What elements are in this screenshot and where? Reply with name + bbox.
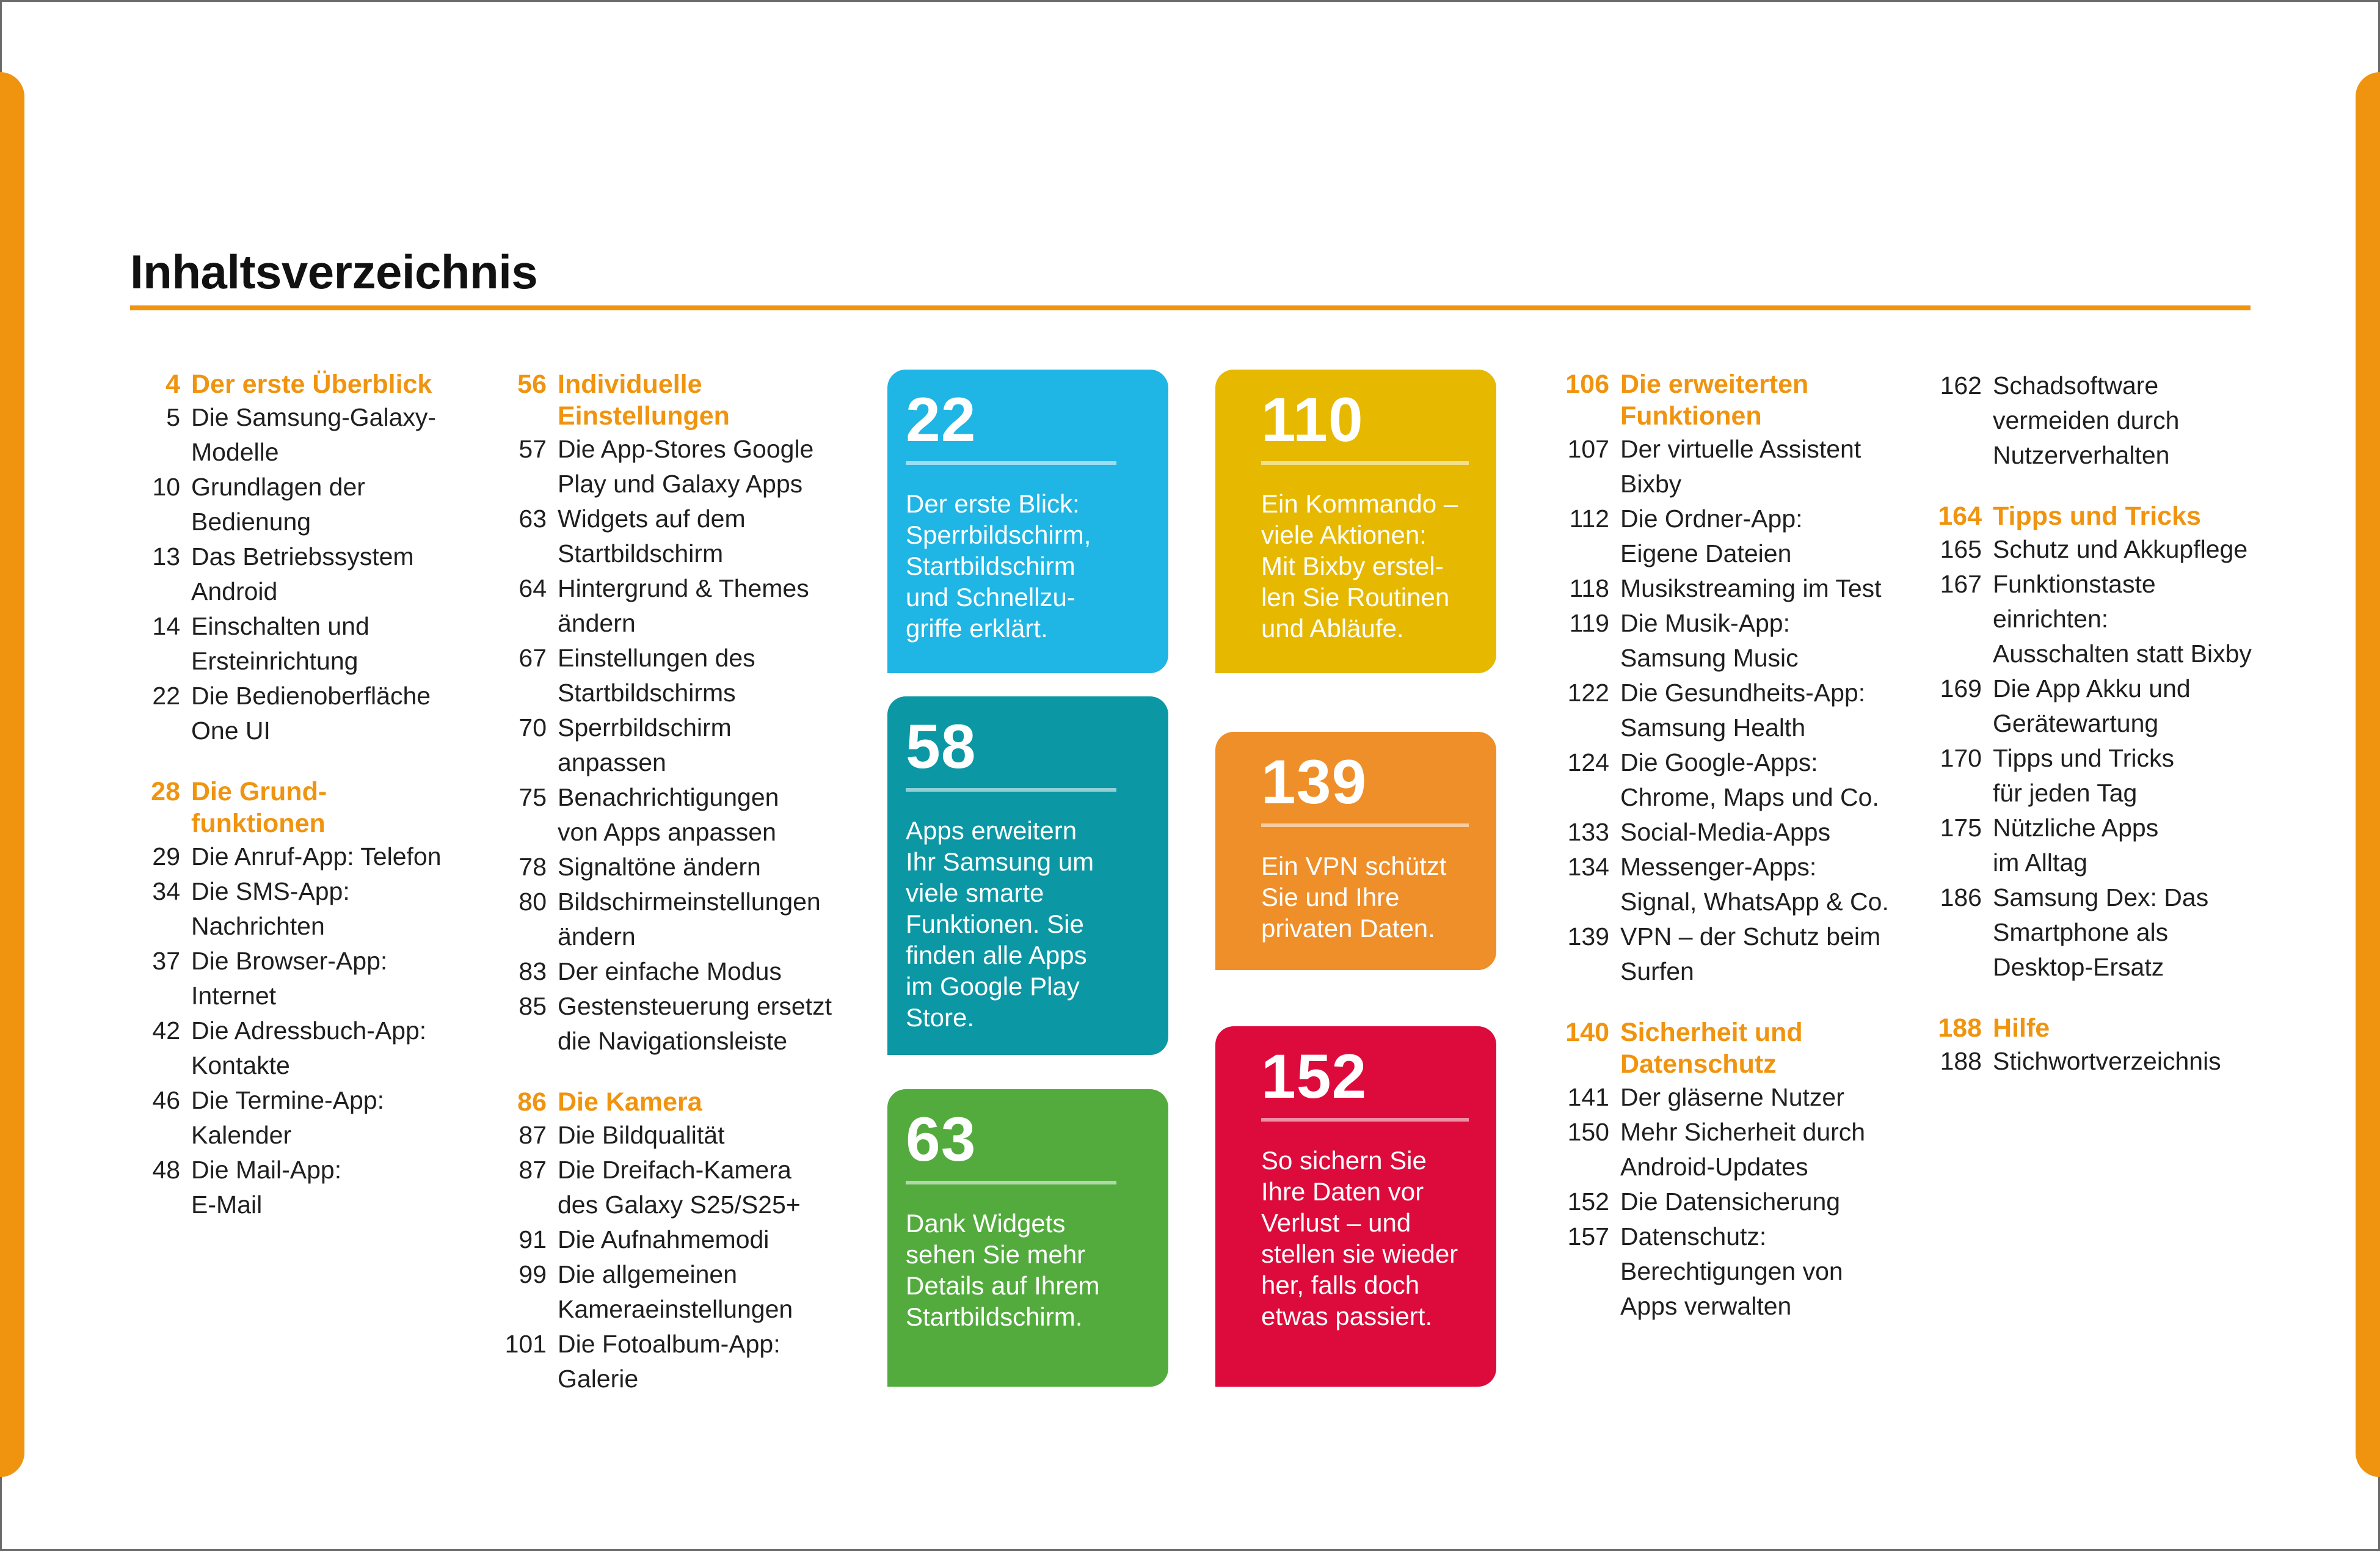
section-page-number: 86 bbox=[517, 1087, 547, 1117]
entry-page-number: 78 bbox=[519, 853, 547, 881]
entry-page-number: 64 bbox=[519, 574, 547, 602]
entry-title: Signaltöne ändern bbox=[558, 853, 761, 881]
toc-entry[interactable] bbox=[473, 1327, 864, 1396]
entry-page-number: 87 bbox=[519, 1156, 547, 1184]
entry-title: Die Dreifach-Kamera des Galaxy S25/S25+ bbox=[558, 1156, 801, 1219]
toc-entry[interactable] bbox=[1530, 815, 1909, 850]
section-heading[interactable] bbox=[122, 368, 489, 400]
entry-title: Messenger-Apps: Signal, WhatsApp & Co. bbox=[1620, 853, 1889, 916]
toc-entry[interactable] bbox=[1899, 741, 2278, 811]
entry-page-number: 75 bbox=[519, 783, 547, 811]
card-description: So sichern Sie Ihre Daten vor Verlust – und stellen sie wieder her, falls doch etwas passiert. bbox=[1261, 1146, 1458, 1330]
entry-title: Tipps und Tricks für jeden Tag bbox=[1993, 744, 2174, 807]
entry-title: Die Ordner-App: Eigene Dateien bbox=[1620, 505, 1803, 567]
entry-title: Funktionstaste einrichten: Ausschalten statt Bixby bbox=[1993, 570, 2252, 668]
entry-page-number: 150 bbox=[1567, 1118, 1609, 1146]
toc-column-1 bbox=[122, 368, 489, 1250]
toc-entry[interactable] bbox=[1899, 532, 2278, 567]
card-page-number: 110 bbox=[1261, 385, 1364, 454]
toc-entry[interactable] bbox=[1530, 1184, 1909, 1219]
card-page-number: 58 bbox=[906, 712, 977, 781]
toc-entry[interactable] bbox=[122, 1083, 489, 1153]
toc-entry[interactable] bbox=[1530, 745, 1909, 815]
entry-page-number: 10 bbox=[152, 473, 180, 501]
entry-page-number: 46 bbox=[152, 1086, 180, 1114]
entry-title: Die Adressbuch-App: Kontakte bbox=[191, 1016, 427, 1079]
chapter-card-22[interactable] bbox=[887, 370, 1168, 673]
toc-entry[interactable] bbox=[1530, 606, 1909, 676]
entry-title: Die App-Stores Google Play und Galaxy Apps bbox=[558, 435, 814, 498]
entry-title: Der gläserne Nutzer bbox=[1620, 1083, 1844, 1111]
entry-page-number: 118 bbox=[1569, 574, 1609, 602]
toc-entry[interactable] bbox=[122, 539, 489, 609]
entry-title: Der einfache Modus bbox=[558, 957, 782, 985]
entry-page-number: 29 bbox=[152, 842, 180, 870]
entry-page-number: 122 bbox=[1567, 679, 1609, 707]
entry-page-number: 107 bbox=[1567, 435, 1609, 463]
toc-entry[interactable] bbox=[473, 1222, 864, 1257]
section-title: Sicherheit und Datenschutz bbox=[1620, 1018, 1803, 1079]
toc-entry[interactable] bbox=[122, 874, 489, 944]
toc-entry[interactable] bbox=[473, 710, 864, 780]
section-heading[interactable] bbox=[1530, 368, 1909, 432]
entry-title: Mehr Sicherheit durch Android-Updates bbox=[1620, 1118, 1866, 1181]
entry-page-number: 13 bbox=[152, 542, 180, 571]
section-title: Die Kamera bbox=[558, 1087, 702, 1117]
card-rule bbox=[906, 788, 1116, 792]
entry-title: Die Aufnahmemodi bbox=[558, 1225, 770, 1254]
card-rule bbox=[1261, 461, 1469, 465]
entry-title: Nützliche Apps im Alltag bbox=[1993, 814, 2159, 877]
entry-title: Die Bildqualität bbox=[558, 1121, 725, 1149]
entry-page-number: 85 bbox=[519, 992, 547, 1020]
entry-page-number: 101 bbox=[504, 1330, 547, 1358]
card-description: Ein VPN schützt Sie und Ihre privaten Daten. bbox=[1261, 852, 1447, 943]
page-title: Inhaltsverzeichnis bbox=[130, 245, 538, 299]
toc-section bbox=[473, 1086, 864, 1396]
entry-page-number: 99 bbox=[519, 1260, 547, 1288]
entry-page-number: 14 bbox=[152, 612, 180, 640]
entry-title: Benachrichtigungen von Apps anpassen bbox=[558, 783, 779, 846]
entry-page-number: 186 bbox=[1940, 883, 1982, 911]
entry-title: Die Datensicherung bbox=[1620, 1188, 1841, 1216]
toc-entry[interactable] bbox=[473, 502, 864, 571]
entry-title: Einschalten und Ersteinrichtung bbox=[191, 612, 369, 675]
entry-title: Die Google-Apps: Chrome, Maps und Co. bbox=[1620, 748, 1879, 811]
entry-page-number: 165 bbox=[1940, 535, 1982, 563]
entry-page-number: 57 bbox=[519, 435, 547, 463]
section-page-number: 28 bbox=[151, 777, 180, 806]
toc-entry[interactable] bbox=[122, 679, 489, 748]
entry-page-number: 188 bbox=[1940, 1047, 1982, 1075]
entry-page-number: 157 bbox=[1567, 1222, 1609, 1250]
entry-page-number: 67 bbox=[519, 644, 547, 672]
chapter-card-58[interactable] bbox=[887, 696, 1168, 1055]
toc-entry[interactable] bbox=[473, 954, 864, 989]
section-title: Individuelle Einstellungen bbox=[558, 370, 730, 431]
toc-entry[interactable] bbox=[122, 944, 489, 1013]
toc-entry[interactable] bbox=[122, 400, 489, 470]
toc-entry[interactable] bbox=[122, 1153, 489, 1222]
toc-entry[interactable] bbox=[1899, 811, 2278, 880]
entry-title: Bildschirmeinstellungen ändern bbox=[558, 888, 821, 951]
entry-page-number: 169 bbox=[1940, 674, 1982, 703]
entry-page-number: 80 bbox=[519, 888, 547, 916]
entry-title: Musikstreaming im Test bbox=[1620, 574, 1882, 602]
left-edge-tab bbox=[0, 72, 24, 1477]
card-rule bbox=[1261, 1118, 1469, 1122]
section-page-number: 188 bbox=[1938, 1013, 1982, 1043]
entry-page-number: 139 bbox=[1567, 922, 1609, 951]
entry-page-number: 134 bbox=[1567, 853, 1609, 881]
entry-page-number: 170 bbox=[1940, 744, 1982, 772]
entry-page-number: 83 bbox=[519, 957, 547, 985]
toc-entry[interactable] bbox=[473, 571, 864, 641]
entry-page-number: 42 bbox=[152, 1016, 180, 1045]
section-heading[interactable] bbox=[1899, 1012, 2278, 1044]
toc-entry[interactable] bbox=[1899, 880, 2278, 985]
card-page-number: 139 bbox=[1261, 747, 1367, 817]
entry-page-number: 133 bbox=[1567, 818, 1609, 846]
entry-title: VPN – der Schutz beim Surfen bbox=[1620, 922, 1881, 985]
section-title: Die Grund- funktionen bbox=[191, 777, 327, 838]
section-page-number: 56 bbox=[517, 370, 547, 399]
entry-title: Hintergrund & Themes ändern bbox=[558, 574, 809, 637]
toc-entry[interactable] bbox=[1530, 1080, 1909, 1115]
entry-title: Die Mail-App: E-Mail bbox=[191, 1156, 342, 1219]
right-edge-tab bbox=[2356, 72, 2380, 1477]
toc-entry[interactable] bbox=[1530, 850, 1909, 919]
toc-column-2 bbox=[473, 368, 864, 1424]
card-rule bbox=[906, 461, 1116, 465]
entry-title: Die Bedienoberfläche One UI bbox=[191, 682, 431, 745]
entry-title: Die allgemeinen Kameraeinstellungen bbox=[558, 1260, 793, 1323]
entry-page-number: 87 bbox=[519, 1121, 547, 1149]
toc-entry[interactable] bbox=[473, 885, 864, 954]
card-description: Apps erweitern Ihr Samsung um viele smarte Funktionen. Sie finden alle Apps im Google Play Store. bbox=[906, 816, 1094, 1032]
entry-title: Einstellungen des Startbildschirms bbox=[558, 644, 755, 707]
entry-title: Das Betriebssystem Android bbox=[191, 542, 414, 605]
entry-page-number: 34 bbox=[152, 877, 180, 905]
toc-entry[interactable] bbox=[1530, 1219, 1909, 1324]
card-rule bbox=[906, 1181, 1116, 1184]
toc-entry[interactable] bbox=[1530, 676, 1909, 745]
toc-section bbox=[1899, 500, 2278, 985]
toc-entry[interactable] bbox=[473, 1118, 864, 1153]
card-rule bbox=[1261, 823, 1469, 827]
toc-entry[interactable] bbox=[473, 641, 864, 710]
entry-page-number: 167 bbox=[1940, 570, 1982, 598]
toc-entry[interactable] bbox=[1530, 571, 1909, 606]
card-page-number: 63 bbox=[906, 1104, 977, 1174]
entry-page-number: 175 bbox=[1940, 814, 1982, 842]
entry-title: Social-Media-Apps bbox=[1620, 818, 1831, 846]
toc-section bbox=[473, 368, 864, 1059]
entry-title: Die App Akku und Gerätewartung bbox=[1993, 674, 2191, 737]
entry-title: Schutz und Akkupflege bbox=[1993, 535, 2248, 563]
toc-column-4 bbox=[1899, 368, 2278, 1106]
toc-entry[interactable] bbox=[1899, 1044, 2278, 1079]
entry-title: Die Gesundheits-App: Samsung Health bbox=[1620, 679, 1866, 742]
entry-page-number: 119 bbox=[1569, 609, 1609, 637]
card-description: Der erste Blick: Sperrbildschirm, Startbildschirm und Schnellzu- griffe erklärt. bbox=[906, 489, 1091, 643]
entry-page-number: 70 bbox=[519, 713, 547, 742]
section-heading[interactable] bbox=[122, 776, 489, 839]
toc-entry[interactable] bbox=[473, 989, 864, 1059]
section-title: Hilfe bbox=[1993, 1013, 2050, 1043]
section-page-number: 106 bbox=[1565, 370, 1609, 399]
entry-title: Schadsoftware vermeiden durch Nutzerverhalten bbox=[1993, 371, 2180, 469]
chapter-card-152[interactable] bbox=[1215, 1026, 1496, 1387]
entry-title: Samsung Dex: Das Smartphone als Desktop-Ersatz bbox=[1993, 883, 2209, 981]
toc-entry[interactable] bbox=[1899, 567, 2278, 671]
chapter-card-63[interactable] bbox=[887, 1089, 1168, 1387]
entry-title: Die Samsung-Galaxy- Modelle bbox=[191, 403, 437, 466]
entry-page-number: 152 bbox=[1567, 1188, 1609, 1216]
entry-title: Stichwortverzeichnis bbox=[1993, 1047, 2221, 1075]
entry-title: Datenschutz: Berechtigungen von Apps verwalten bbox=[1620, 1222, 1843, 1320]
entry-page-number: 112 bbox=[1569, 505, 1609, 533]
toc-entry[interactable] bbox=[1530, 919, 1909, 989]
toc-entry[interactable] bbox=[122, 609, 489, 679]
chapter-card-139[interactable] bbox=[1215, 732, 1496, 970]
card-description: Dank Widgets sehen Sie mehr Details auf Ihrem Startbildschirm. bbox=[906, 1209, 1100, 1331]
entry-title: Gestensteuerung ersetzt die Navigationsleiste bbox=[558, 992, 832, 1055]
entry-page-number: 37 bbox=[152, 947, 180, 975]
toc-section bbox=[122, 368, 489, 748]
toc-entry[interactable] bbox=[1530, 502, 1909, 571]
toc-column-3 bbox=[1530, 368, 1909, 1351]
chapter-card-110[interactable] bbox=[1215, 370, 1496, 673]
toc-entry[interactable] bbox=[1530, 1115, 1909, 1184]
section-title: Tipps und Tricks bbox=[1993, 502, 2201, 531]
toc-section bbox=[1899, 1012, 2278, 1079]
entry-title: Der virtuelle Assistent Bixby bbox=[1620, 435, 1861, 498]
toc-entry[interactable] bbox=[473, 780, 864, 850]
section-page-number: 4 bbox=[166, 370, 180, 399]
entry-page-number: 124 bbox=[1567, 748, 1609, 776]
toc-section bbox=[1530, 1016, 1909, 1324]
entry-title: Sperrbildschirm anpassen bbox=[558, 713, 732, 776]
toc-entry[interactable] bbox=[473, 1153, 864, 1222]
entry-title: Die Browser-App: Internet bbox=[191, 947, 388, 1010]
card-description: Ein Kommando – viele Aktionen: Mit Bixby erstel- len Sie Routinen und Abläufe. bbox=[1261, 489, 1458, 643]
toc-section bbox=[122, 776, 489, 1222]
entry-page-number: 91 bbox=[519, 1225, 547, 1254]
entry-page-number: 162 bbox=[1940, 371, 1982, 400]
toc-entry[interactable] bbox=[473, 1257, 864, 1327]
entry-title: Widgets auf dem Startbildschirm bbox=[558, 505, 746, 567]
section-page-number: 140 bbox=[1565, 1018, 1609, 1047]
entry-page-number: 48 bbox=[152, 1156, 180, 1184]
section-heading[interactable] bbox=[473, 1086, 864, 1118]
section-title: Die erweiterten Funktionen bbox=[1620, 370, 1809, 431]
entry-title: Grundlagen der Bedienung bbox=[191, 473, 365, 536]
section-heading[interactable] bbox=[1899, 500, 2278, 532]
toc-entry[interactable] bbox=[122, 839, 489, 874]
entry-title: Die SMS-App: Nachrichten bbox=[191, 877, 350, 940]
toc-section bbox=[1530, 368, 1909, 989]
entry-title: Die Musik-App: Samsung Music bbox=[1620, 609, 1799, 672]
toc-entry[interactable] bbox=[122, 1013, 489, 1083]
toc-entry[interactable] bbox=[473, 850, 864, 885]
entry-page-number: 5 bbox=[166, 403, 180, 431]
toc-section bbox=[1899, 368, 2278, 473]
toc-entry[interactable] bbox=[473, 432, 864, 502]
toc-entry[interactable] bbox=[1530, 432, 1909, 502]
section-title: Der erste Überblick bbox=[191, 370, 432, 399]
toc-entry[interactable] bbox=[1899, 671, 2278, 741]
entry-title: Die Termine-App: Kalender bbox=[191, 1086, 384, 1149]
card-page-number: 22 bbox=[906, 385, 977, 454]
entry-title: Die Fotoalbum-App: Galerie bbox=[558, 1330, 781, 1393]
toc-entry[interactable] bbox=[122, 470, 489, 539]
section-heading[interactable] bbox=[1530, 1016, 1909, 1080]
section-heading[interactable] bbox=[473, 368, 864, 432]
entry-page-number: 141 bbox=[1567, 1083, 1609, 1111]
entry-title: Die Anruf-App: Telefon bbox=[191, 842, 442, 870]
title-rule bbox=[130, 305, 2251, 310]
card-page-number: 152 bbox=[1261, 1042, 1367, 1111]
section-page-number: 164 bbox=[1938, 502, 1982, 531]
entry-page-number: 63 bbox=[519, 505, 547, 533]
toc-entry[interactable] bbox=[1899, 368, 2278, 473]
entry-page-number: 22 bbox=[152, 682, 180, 710]
